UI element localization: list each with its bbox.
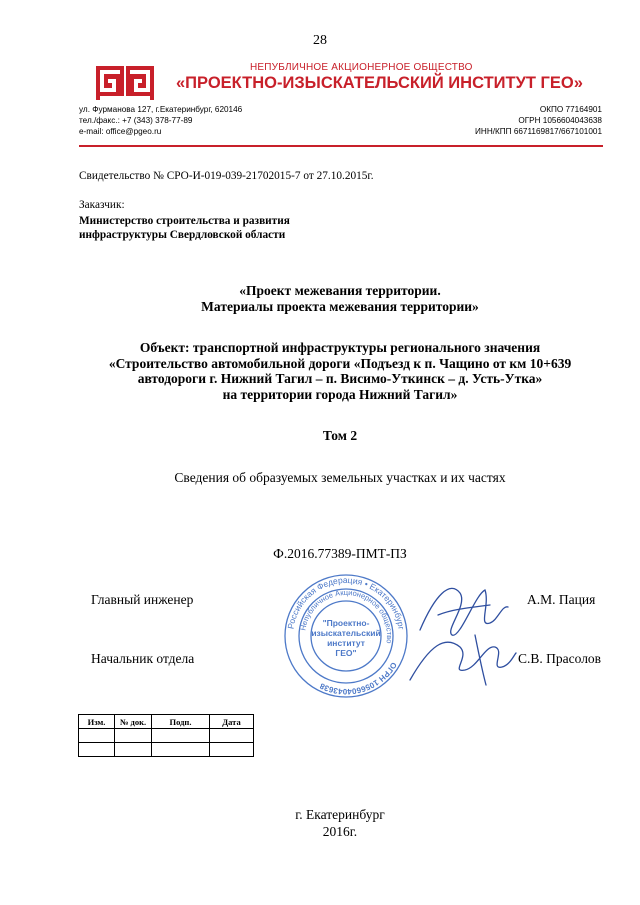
role-chief-engineer: Главный инженер (91, 592, 194, 607)
year: 2016г. (322, 824, 358, 839)
col-header: Дата (210, 715, 254, 729)
name-department-head: С.В. Прасолов (518, 651, 602, 666)
certificate: Свидетельство № СРО-И-019-039-21702015-7 от 27.10.2015г. (79, 170, 374, 182)
object-line4: на территории города Нижний Тагил» (222, 386, 458, 402)
seal-ring-top: Российская Федерация • Екатеринбург (285, 574, 407, 631)
name-chief-engineer: А.М. Пация (527, 592, 596, 607)
contacts-left (79, 104, 242, 137)
revision-table (78, 714, 254, 757)
title-line1: «Проект межевания территории. (239, 283, 441, 298)
seal-line3: институт (327, 638, 365, 648)
seal-ring-bottom: ОГРН 1056604043638 (318, 660, 399, 697)
contacts-right (475, 104, 602, 137)
header-rule (79, 145, 603, 147)
document-code: Ф.2016.77389-ПМТ-ПЗ (273, 546, 407, 561)
col-header: Подп. (152, 715, 210, 729)
seal-line1: "Проектно- (322, 618, 370, 628)
city: г. Екатеринбург (295, 807, 385, 822)
object-line1: Объект: транспортной инфраструктуры регионального значения (139, 340, 541, 355)
volume: Том 2 (322, 428, 358, 443)
svg-text:ОГРН 1056604043638 (318, 661, 398, 697)
address: ул. Фурманова 127, г.Екатеринбург, 620146 (79, 105, 243, 114)
table-header-row (79, 715, 254, 729)
table-row (79, 729, 254, 743)
object-description (0, 340, 640, 402)
document-title (0, 283, 640, 315)
object-line3: автодороги г. Нижний Тагил – п. Висимо-Уткинск – д. Усть-Утка» (137, 371, 543, 386)
table-row (79, 743, 254, 757)
col-header: Изм. (79, 715, 115, 729)
role-department-head: Начальник отдела (91, 651, 195, 666)
okpo: ОКПО 77164901 (539, 105, 602, 114)
seal-ring-inner: Непубличное Акционерное общество (298, 587, 395, 644)
object-line2: «Строительство автомобильной дороги «Подъезд к п. Чащино от км 10+639 (108, 355, 572, 371)
customer-name (79, 214, 290, 242)
inn-kpp: ИНН/КПП 6671169817/667101001 (475, 127, 602, 136)
org-name: «ПРОЕКТНО-ИЗЫСКАТЕЛЬСКИЙ ИНСТИТУТ ГЕО» (176, 74, 583, 92)
customer-label: Заказчик: (79, 199, 125, 211)
customer-name-line1: Министерство строительства и развития (79, 215, 290, 227)
title-line2: Материалы проекта межевания территории» (201, 299, 479, 314)
email: e-mail: office@pgeo.ru (79, 127, 162, 136)
org-type: НЕПУБЛИЧНОЕ АКЦИОНЕРНОЕ ОБЩЕСТВО (250, 62, 473, 73)
footer-place-date (0, 806, 640, 840)
col-header: № док. (115, 715, 152, 729)
subtitle: Сведения об образуемых земельных участках и их частях (174, 470, 506, 485)
page-number: 28 (313, 33, 327, 48)
handwritten-signatures (390, 575, 520, 690)
seal-line4: ГЕО" (335, 648, 357, 658)
phone: тел./факс.: +7 (343) 378-77-89 (79, 116, 193, 125)
company-logo (96, 66, 154, 100)
ogrn: ОГРН 1056604043638 (518, 116, 602, 125)
seal-line2: изыскательский (311, 628, 381, 638)
customer-name-line2: инфраструктуры Свердловской области (79, 229, 286, 241)
